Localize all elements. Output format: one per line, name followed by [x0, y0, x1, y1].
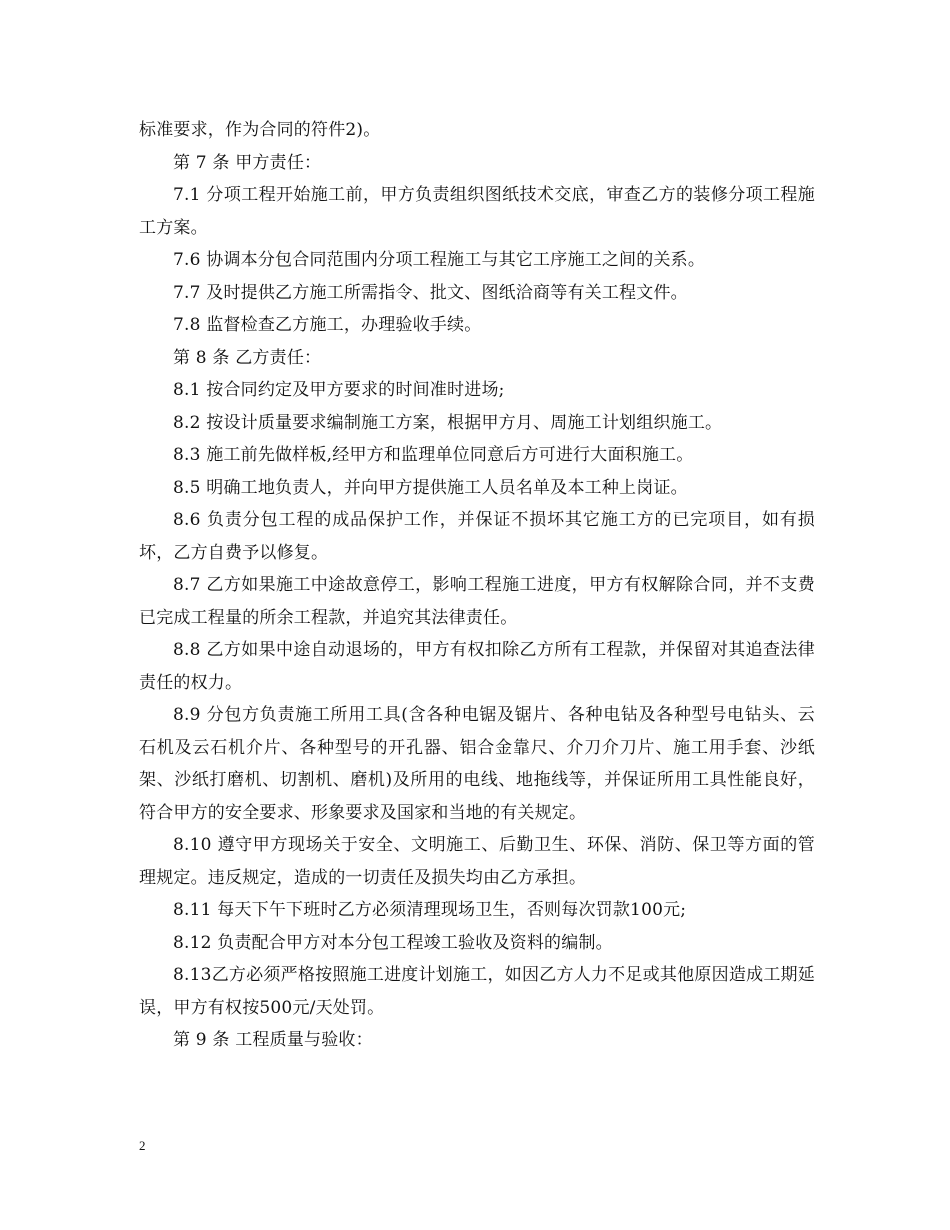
paragraph: 8.1 按合同约定及甲方要求的时间准时进场;	[173, 380, 505, 400]
paragraph: 8.9 分包方负责施工所用工具(含各种电锯及锯片、各种电钻及各种型号电钻头、云石机及云石机介片、各种型号的开孔器、铝合金靠尺、介刀介刀片、施工用手套、沙纸架、沙纸打磨机、切割机、磨机)及所用的电线、地拖线等，并保证所用工具性能良好，符合甲方的安全要求、形象要求及国家和当地的有关规定。	[139, 705, 815, 823]
paragraph: 7.1 分项工程开始施工前，甲方负责组织图纸技术交底，审查乙方的装修分项工程施工方案。	[139, 185, 815, 238]
document-body	[139, 114, 815, 1057]
paragraph: 8.12 负责配合甲方对本分包工程竣工验收及资料的编制。	[173, 932, 613, 953]
section-heading: 第 9 条 工程质量与验收：	[173, 1030, 373, 1050]
paragraph: 8.6 负责分包工程的成品保护工作，并保证不损坏其它施工方的已完项目，如有损坏，乙方自费予以修复。	[139, 510, 815, 563]
paragraph: 标准要求，作为合同的符件2)。	[139, 120, 381, 140]
paragraph: 8.2 按设计质量要求编制施工方案，根据甲方月、周施工计划组织施工。	[173, 412, 723, 433]
paragraph: 7.6 协调本分包合同范围内分项工程施工与其它工序施工之间的关系。	[173, 250, 706, 270]
paragraph: 8.3 施工前先做样板,经甲方和监理单位同意后方可进行大面积施工。	[173, 445, 694, 465]
paragraph: 7.7 及时提供乙方施工所需指令、批文、图纸洽商等有关工程文件。	[173, 282, 688, 303]
section-heading: 第 7 条 甲方责任：	[173, 152, 322, 173]
paragraph: 8.13乙方必须严格按照施工进度计划施工，如因乙方人力不足或其他原因造成工期延误，甲方有权按500元/天处罚。	[139, 965, 815, 1018]
paragraph: 8.11 每天下午下班时乙方必须清理现场卫生，否则每次罚款100元;	[173, 900, 687, 920]
paragraph: 8.8 乙方如果中途自动退场的，甲方有权扣除乙方所有工程款，并保留对其追查法律责任的权力。	[139, 640, 815, 693]
paragraph: 7.8 监督检查乙方施工，办理验收手续。	[173, 315, 482, 335]
paragraph: 8.7 乙方如果施工中途故意停工，影响工程施工进度，甲方有权解除合同，并不支费已完成工程量的所余工程款，并追究其法律责任。	[139, 575, 815, 628]
paragraph: 8.5 明确工地负责人，并向甲方提供施工人员名单及本工种上岗证。	[173, 477, 688, 498]
page-number: 2	[139, 1138, 146, 1153]
section-heading: 第 8 条 乙方责任：	[173, 347, 322, 368]
paragraph: 8.10 遵守甲方现场关于安全、文明施工、后勤卫生、环保、消防、保卫等方面的管理规定。违反规定，造成的一切责任及损失均由乙方承担。	[139, 835, 815, 888]
